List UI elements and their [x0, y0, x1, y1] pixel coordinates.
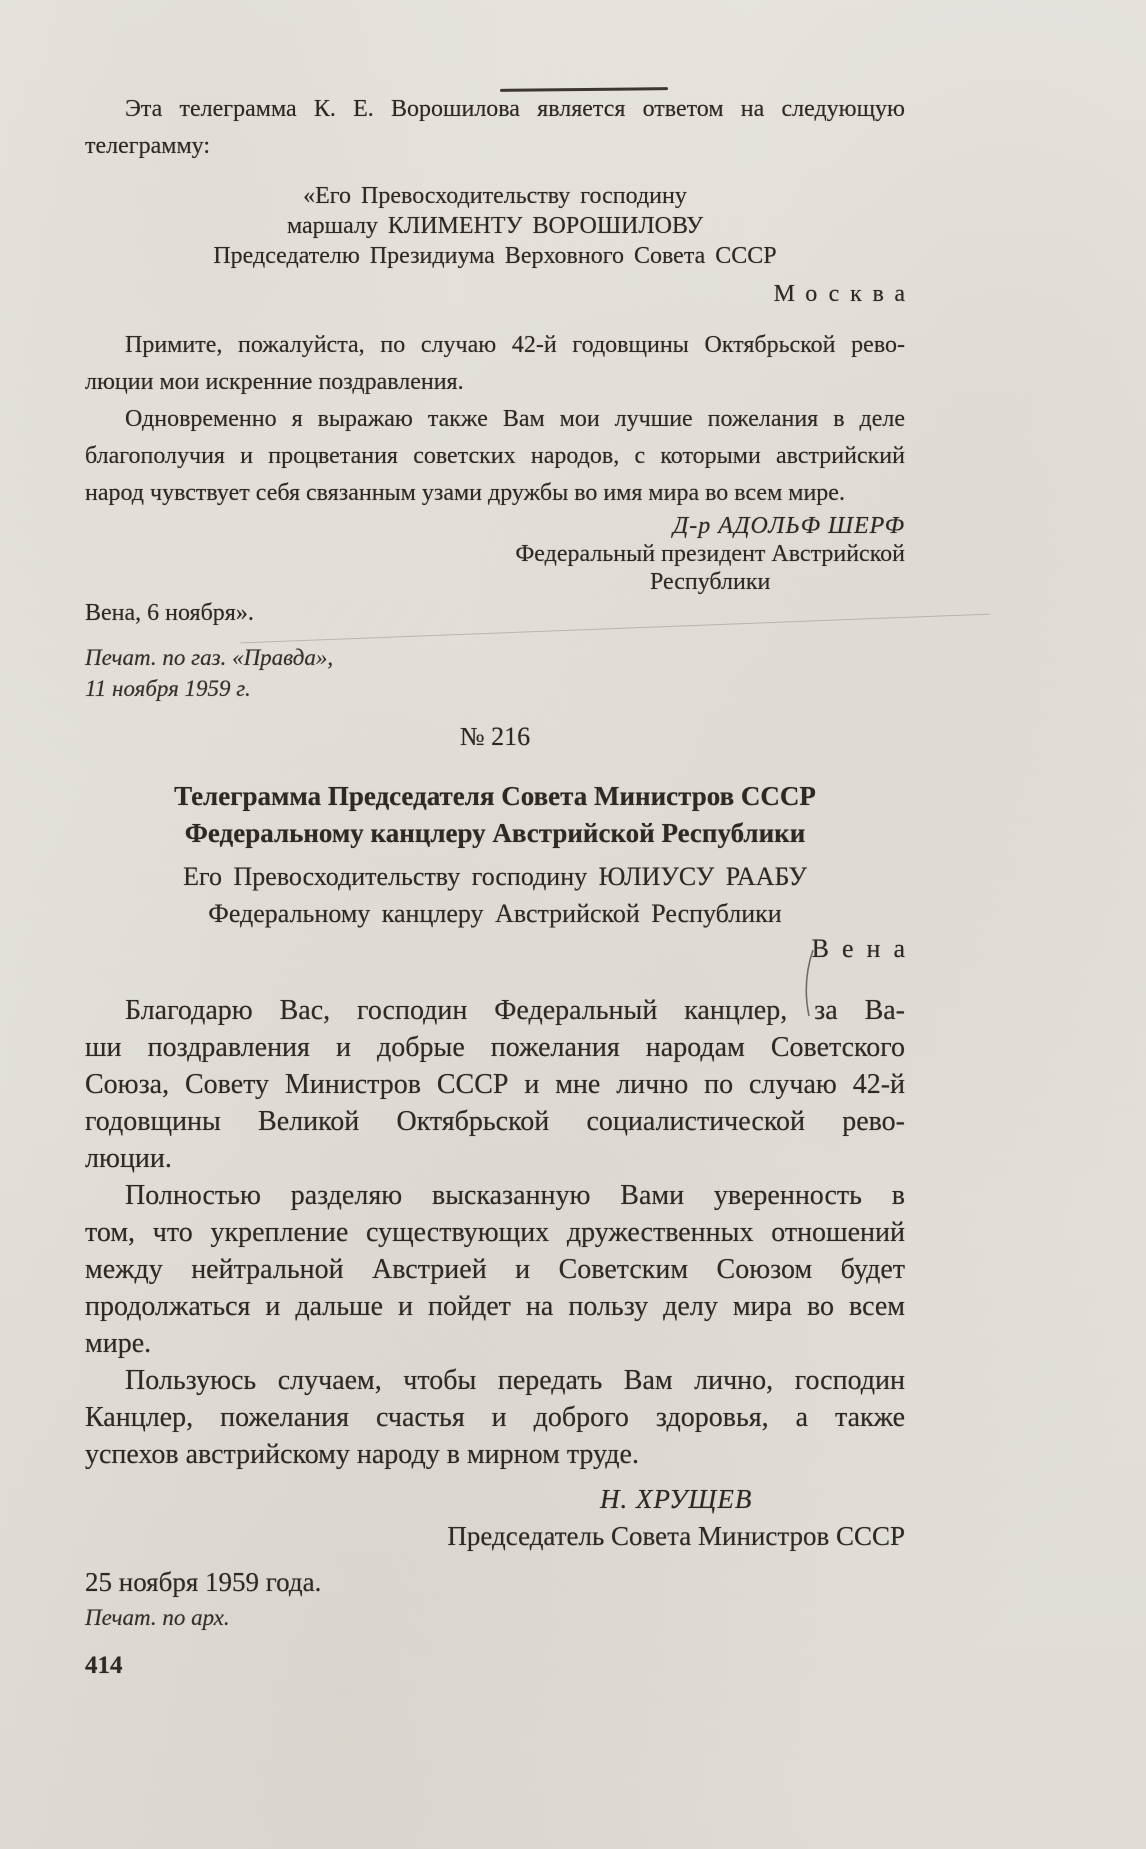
heading-line: Федеральному канцлеру Австрийской Республики: [184, 818, 806, 848]
paragraph-line: мире.: [85, 1328, 152, 1359]
editorial-note: [85, 91, 905, 165]
salutation-line: маршалу КЛИМЕНТУ ВОРОШИЛОВУ: [286, 213, 704, 239]
telegram1-signature: [85, 512, 905, 596]
signature-block: [515, 512, 905, 596]
telegram1-place: [85, 279, 916, 309]
telegram2-paragraph: [85, 1177, 905, 1362]
heading-line: Телеграмма Председателя Совета Министров СССР: [174, 781, 816, 811]
editorial-note-line: телеграмму:: [85, 133, 210, 159]
telegram2-source-note: Печат. по арх.: [85, 1605, 230, 1630]
paragraph-line: благополучия и процветания советских народов, с которыми австрийский: [85, 443, 905, 469]
place-vienna: Вена: [811, 934, 918, 963]
salutation-line: Председателю Президиума Верховного Совета СССР: [213, 243, 777, 269]
telegram1-dateline: Вена, 6 ноября».: [85, 600, 254, 626]
place-moscow: Москва: [773, 281, 916, 307]
address-line: Его Превосходительству господину ЮЛИУСУ РААБУ: [183, 862, 807, 891]
telegram1-paragraph: [85, 401, 905, 512]
paragraph-line: Примите, пожалуйста, по случаю 42-й годовщины Октябрьской рево-: [125, 332, 905, 358]
text-column: [85, 0, 918, 1681]
signature-block: [447, 1481, 905, 1555]
telegram2-address: [85, 858, 905, 932]
paragraph-line: между нейтральной Австрией и Советским Союзом будет: [85, 1254, 905, 1285]
telegram2-signature: [85, 1481, 905, 1555]
editorial-note-line: Эта телеграмма К. Е. Ворошилова является ответом на следующую: [125, 96, 905, 122]
paragraph-line: Пользуюсь случаем, чтобы передать Вам лично, господин: [125, 1365, 905, 1396]
salutation-line: «Его Превосходительству господину: [303, 183, 687, 209]
telegram2-heading: [85, 778, 905, 852]
signature-title: Республики: [649, 569, 771, 595]
paragraph-line: Канцлер, пожелания счастья и доброго здоровья, а также: [85, 1402, 905, 1433]
paragraph-line: люции мои искренние поздравления.: [85, 369, 464, 395]
signature-title: Председатель Совета Министров СССР: [447, 1521, 905, 1551]
telegram1-paragraph: [85, 327, 905, 401]
signature-title: Федеральный президент Австрийской: [515, 541, 905, 567]
document-number: № 216: [459, 722, 531, 751]
paragraph-line: народ чувствует себя связанным узами дружбы во имя мира во всем мире.: [85, 480, 845, 506]
page-number: 414: [85, 1652, 123, 1679]
telegram2-paragraph: [85, 992, 905, 1177]
paragraph-line: Благодарю Вас, господин Федеральный канцлер, за Ва-: [125, 995, 905, 1026]
telegram1-salutation: [85, 181, 905, 271]
paragraph-line: Союза, Совету Министров СССР и мне лично по случаю 42-й: [85, 1069, 905, 1100]
signature-name: Д-р АДОЛЬФ ШЕРФ: [673, 513, 905, 539]
telegram2-place: [85, 934, 918, 964]
signature-name: Н. ХРУЩЕВ: [600, 1484, 753, 1514]
source-note-line: 11 ноября 1959 г.: [85, 676, 251, 701]
telegram1-source-note: [85, 642, 905, 704]
paragraph-line: Полностью разделяю высказанную Вами уверенность в: [125, 1180, 905, 1211]
paragraph-line: ши поздравления и добрые пожелания народам Советского: [85, 1032, 905, 1063]
paragraph-line: том, что укрепление существующих дружественных отношений: [85, 1217, 905, 1248]
paragraph-line: успехов австрийскому народу в мирном труде.: [85, 1439, 639, 1470]
paragraph-line: люции.: [85, 1143, 172, 1174]
address-line: Федеральному канцлеру Австрийской Республики: [208, 899, 782, 928]
paragraph-line: продолжаться и дальше и пойдет на пользу делу мира во всем: [85, 1291, 905, 1322]
paragraph-line: годовщины Великой Октябрьской социалистической рево-: [85, 1106, 905, 1137]
telegram2-dateline: 25 ноября 1959 года.: [85, 1567, 322, 1597]
telegram2-paragraph: [85, 1362, 905, 1473]
paragraph-line: Одновременно я выражаю также Вам мои лучшие пожелания в деле: [125, 406, 905, 432]
source-note-line: Печат. по газ. «Правда»,: [85, 645, 334, 670]
